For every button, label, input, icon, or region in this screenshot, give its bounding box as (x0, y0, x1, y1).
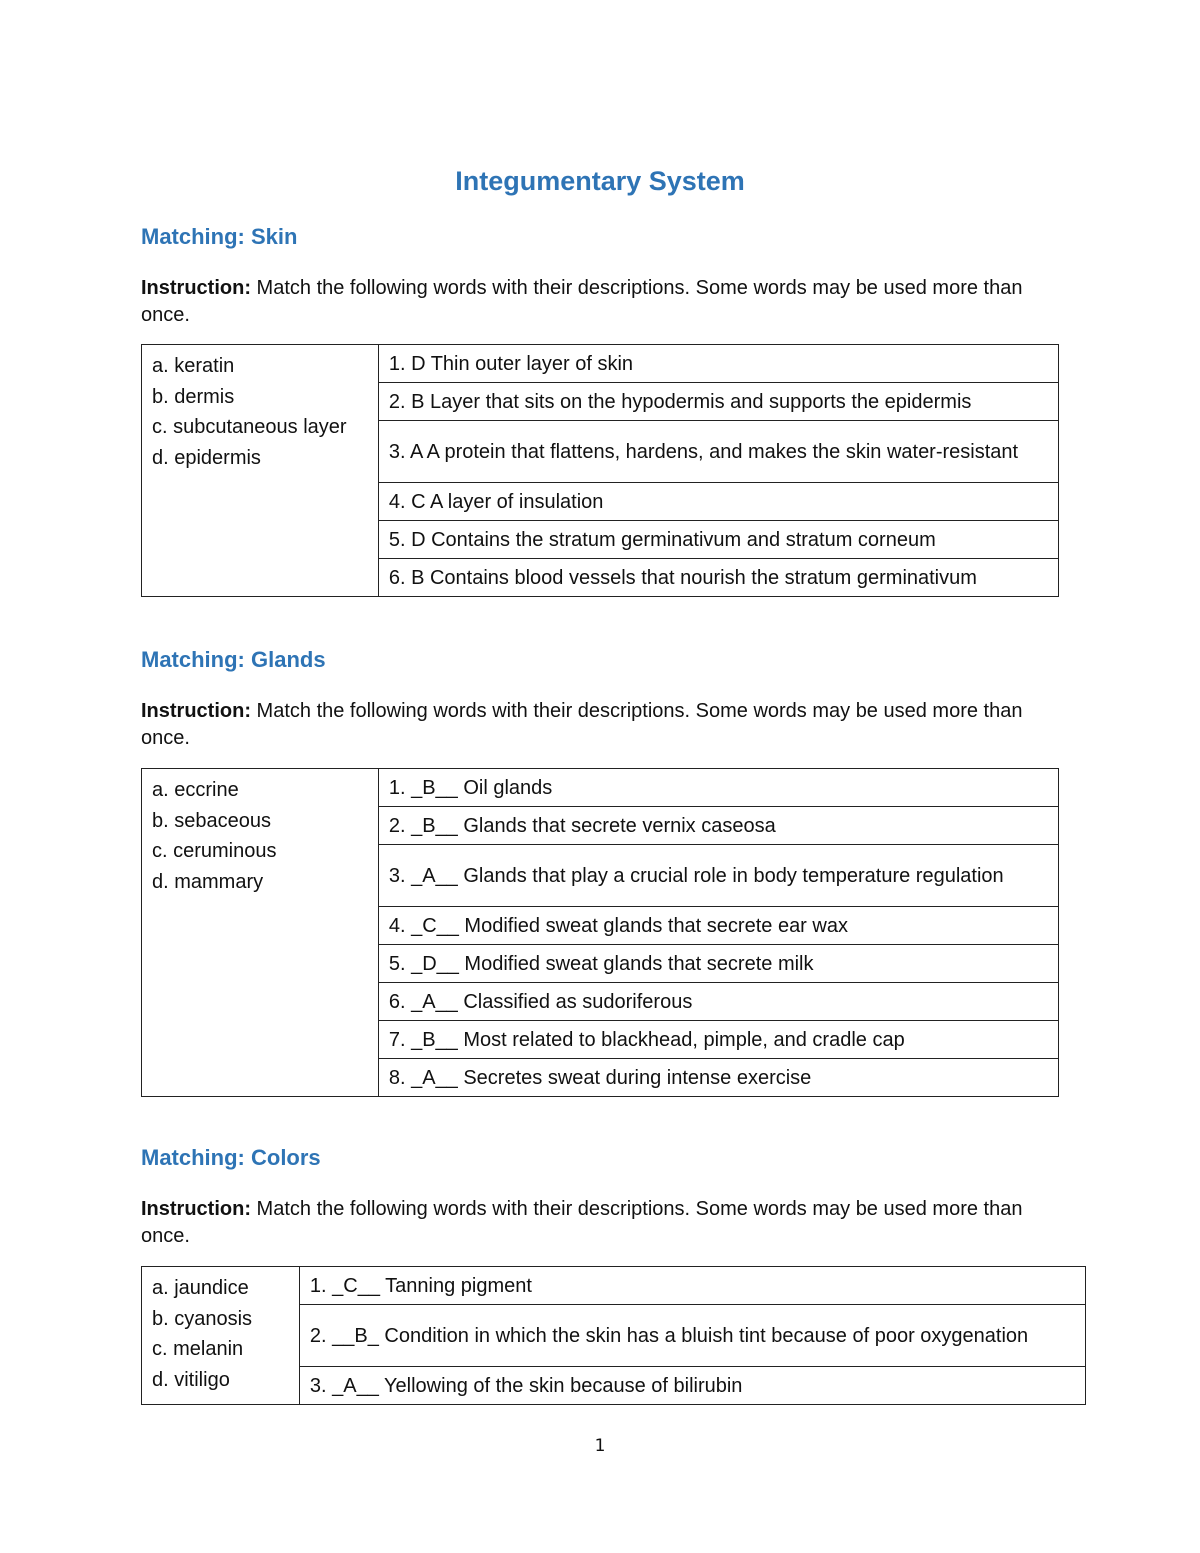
page-title: Integumentary System (455, 166, 745, 196)
option-item: c. melanin (152, 1338, 244, 1360)
instruction-label: Instruction: (141, 277, 251, 299)
option-item: b. cyanosis (152, 1307, 253, 1330)
match-item: 7. _B__ Most related to blackhead, pimple, and cradle cap (378, 1021, 1058, 1059)
match-item: 4. C A layer of insulation (378, 483, 1058, 521)
matching-table-glands (141, 768, 1059, 1097)
option-item: a. eccrine (152, 779, 239, 801)
matching-table-skin (141, 344, 1059, 597)
options-list (152, 351, 368, 473)
match-item: 6. B Contains blood vessels that nourish the stratum germinativum (378, 559, 1058, 597)
match-item: 4. _C__ Modified sweat glands that secrete ear wax (378, 907, 1058, 945)
matching-table-colors (141, 1266, 1086, 1405)
option-item: a. jaundice (152, 1277, 249, 1299)
section-heading-skin: Matching: Skin (141, 224, 298, 249)
match-item: 2. __B_ Condition in which the skin has a bluish tint because of poor oxygenation (299, 1305, 1085, 1367)
match-item: 6. _A__ Classified as sudoriferous (378, 983, 1058, 1021)
match-item: 5. D Contains the stratum germinativum and stratum corneum (378, 521, 1058, 559)
instruction-colors (141, 1196, 1061, 1250)
options-cell (142, 769, 379, 1097)
options-cell (142, 1267, 300, 1405)
instruction-text: Match the following words with their descriptions. Some words may be used more than once. (141, 700, 1023, 749)
option-item: d. mammary (152, 870, 264, 893)
instruction-label: Instruction: (141, 700, 251, 722)
match-item: 2. _B__ Glands that secrete vernix caseosa (378, 807, 1058, 845)
instruction-text: Match the following words with their descriptions. Some words may be used more than once. (141, 277, 1023, 326)
match-item: 1. _C__ Tanning pigment (299, 1267, 1085, 1305)
instruction-glands (141, 698, 1061, 752)
option-item: b. sebaceous (152, 809, 271, 832)
match-item: 8. _A__ Secretes sweat during intense exercise (378, 1059, 1058, 1097)
section-heading-glands: Matching: Glands (141, 647, 326, 672)
options-cell (142, 345, 379, 597)
match-item: 3. _A__ Glands that play a crucial role in body temperature regulation (378, 845, 1058, 907)
option-item: b. dermis (152, 385, 235, 408)
options-list (152, 1273, 289, 1395)
instruction-text: Match the following words with their descriptions. Some words may be used more than once. (141, 1198, 1023, 1247)
match-item: 3. A A protein that flattens, hardens, and makes the skin water-resistant (378, 421, 1058, 483)
match-item: 5. _D__ Modified sweat glands that secrete milk (378, 945, 1058, 983)
page-number: 1 (594, 1436, 606, 1456)
instruction-skin (141, 275, 1061, 329)
match-item: 1. D Thin outer layer of skin (378, 345, 1058, 383)
options-list (152, 775, 368, 897)
match-item: 3. _A__ Yellowing of the skin because of bilirubin (299, 1367, 1085, 1405)
option-item: d. epidermis (152, 446, 261, 469)
option-item: d. vitiligo (152, 1368, 230, 1391)
option-item: c. subcutaneous layer (152, 416, 347, 438)
option-item: c. ceruminous (152, 840, 277, 862)
match-item: 2. B Layer that sits on the hypodermis and supports the epidermis (378, 383, 1058, 421)
option-item: a. keratin (152, 355, 235, 377)
match-item: 1. _B__ Oil glands (378, 769, 1058, 807)
instruction-label: Instruction: (141, 1198, 251, 1220)
section-heading-colors: Matching: Colors (141, 1145, 321, 1170)
